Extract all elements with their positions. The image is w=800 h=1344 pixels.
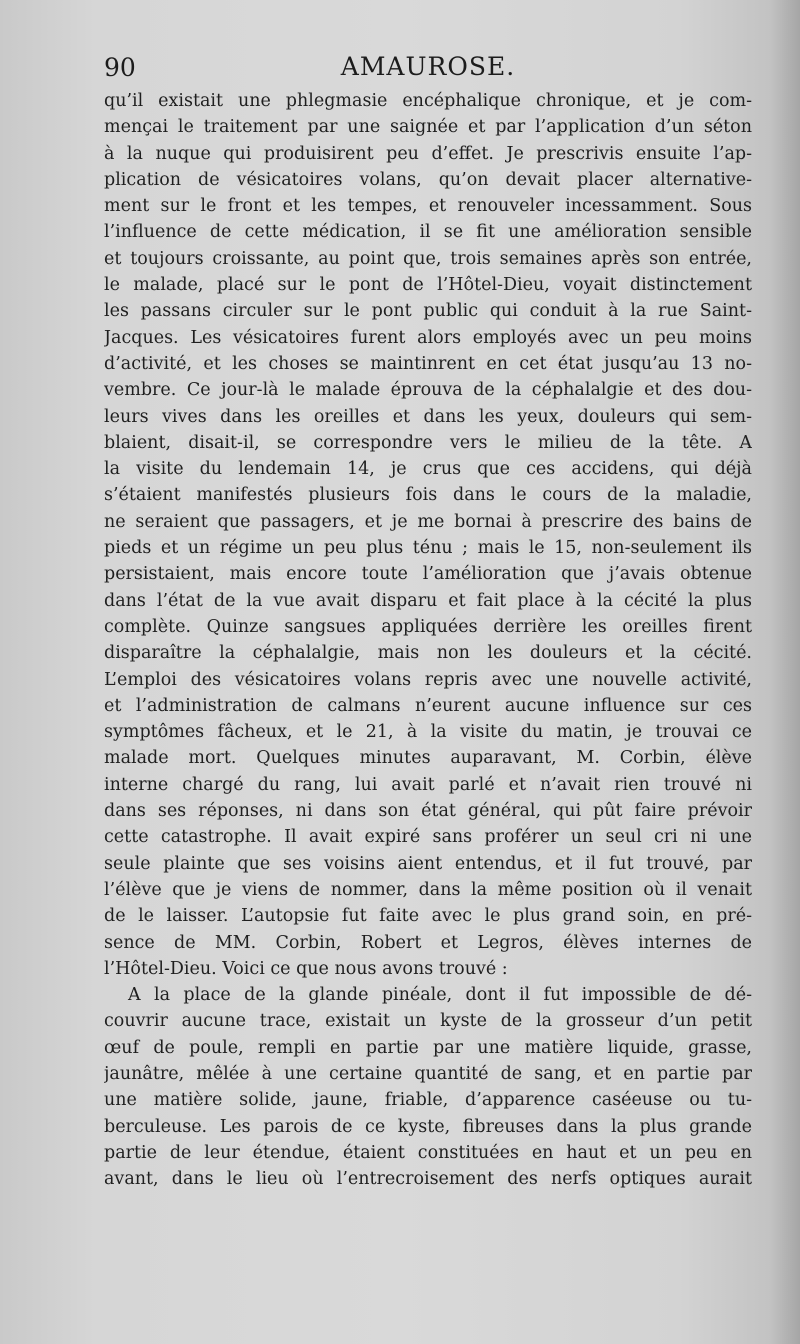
text-line: à la nuque qui produisirent peu d’effet. Je prescrivis ensuite l’ap- xyxy=(104,143,752,164)
text-line: interne chargé du rang, lui avait parlé et n’avait rien trouvé ni xyxy=(104,774,752,795)
text-line: une matière solide, jaune, friable, d’apparence caséeuse ou tu- xyxy=(104,1090,752,1111)
text-line: avant, dans le lieu où l’entrecroisement des nerfs optiques aurait xyxy=(104,1169,752,1190)
text-line: et l’administration de calmans n’eurent aucune influence sur ces xyxy=(104,695,752,716)
text-line: leurs vives dans les oreilles et dans les yeux, douleurs qui sem- xyxy=(104,406,752,427)
text-line: blaient, disait-il, se correspondre vers le milieu de la tête. A xyxy=(104,432,752,453)
text-line: le malade, placé sur le pont de l’Hôtel-Dieu, voyait distinctement xyxy=(104,275,752,296)
text-line: disparaître la céphalalgie, mais non les douleurs et la cécité. xyxy=(104,643,752,664)
text-line: vembre. Ce jour-là le malade éprouva de la céphalalgie et des dou- xyxy=(104,380,752,401)
text-line: œuf de poule, rempli en partie par une matière liquide, grasse, xyxy=(104,1037,752,1058)
text-line: la visite du lendemain 14, je crus que ces accidens, qui déjà xyxy=(104,459,752,480)
text-line: dans l’état de la vue avait disparu et fait place à la cécité la plus xyxy=(104,590,752,611)
text-line: symptômes fâcheux, et le 21, à la visite du matin, je trouvai ce xyxy=(104,722,752,743)
text-line: L’emploi des vésicatoires volans repris avec une nouvelle activité, xyxy=(104,669,752,690)
text-line: A la place de la glande pinéale, dont il fut impossible de dé- xyxy=(128,985,752,1006)
text-line: les passans circuler sur le pont public qui conduit à la rue Saint- xyxy=(104,301,752,322)
text-line: sence de MM. Corbin, Robert et Legros, élèves internes de xyxy=(104,932,752,953)
text-line: pieds et un régime un peu plus ténu ; mais le 15, non-seulement ils xyxy=(104,538,752,559)
text-line: ment sur le front et les tempes, et renouveler incessamment. Sous xyxy=(104,196,752,217)
text-line: seule plainte que ses voisins aient entendus, et il fut trouvé, par xyxy=(104,853,752,874)
text-line: partie de leur étendue, étaient constituées en haut et un peu en xyxy=(104,1142,752,1163)
text-line: qu’il existait une phlegmasie encéphalique chronique, et je com- xyxy=(104,91,752,111)
body-text xyxy=(104,88,752,1192)
text-line: l’élève que je viens de nommer, dans la même position où il venait xyxy=(104,879,752,900)
running-head: AMAUROSE. xyxy=(340,52,516,81)
text-line: s’étaient manifestés plusieurs fois dans le cours de la maladie, xyxy=(104,485,752,506)
page-header xyxy=(104,50,752,90)
text-line: jaunâtre, mêlée à une certaine quantité de sang, et en partie par xyxy=(104,1063,752,1084)
text-line: dans ses réponses, ni dans son état général, qui pût faire prévoir xyxy=(104,801,752,822)
text-line: l’Hôtel-Dieu. Voici ce que nous avons trouvé : xyxy=(104,958,508,979)
text-line: persistaient, mais encore toute l’amélioration que j’avais obtenue xyxy=(104,564,752,585)
text-line: plication de vésicatoires volans, qu’on devait placer alternative- xyxy=(104,169,752,190)
text-line: l’influence de cette médication, il se fit une amélioration sensible xyxy=(104,222,752,243)
page-number: 90 xyxy=(104,53,136,82)
text-line: Jacques. Les vésicatoires furent alors employés avec un peu moins xyxy=(104,327,752,348)
text-line: malade mort. Quelques minutes auparavant, M. Corbin, élève xyxy=(104,748,752,769)
text-line: couvrir aucune trace, existait un kyste de la grosseur d’un petit xyxy=(104,1011,752,1032)
text-line: ne seraient que passagers, et je me bornai à prescrire des bains de xyxy=(104,511,752,532)
text-line: et toujours croissante, au point que, trois semaines après son entrée, xyxy=(104,248,752,269)
text-line: mençai le traitement par une saignée et par l’application d’un séton xyxy=(104,117,752,138)
text-line: complète. Quinze sangsues appliquées derrière les oreilles firent xyxy=(104,616,752,637)
text-line: de le laisser. L’autopsie fut faite avec le plus grand soin, en pré- xyxy=(104,906,752,927)
text-line: berculeuse. Les parois de ce kyste, fibreuses dans la plus grande xyxy=(104,1116,752,1137)
text-line: cette catastrophe. Il avait expiré sans proférer un seul cri ni une xyxy=(104,827,752,848)
text-line: d’activité, et les choses se maintinrent en cet état jusqu’au 13 no- xyxy=(104,353,752,374)
